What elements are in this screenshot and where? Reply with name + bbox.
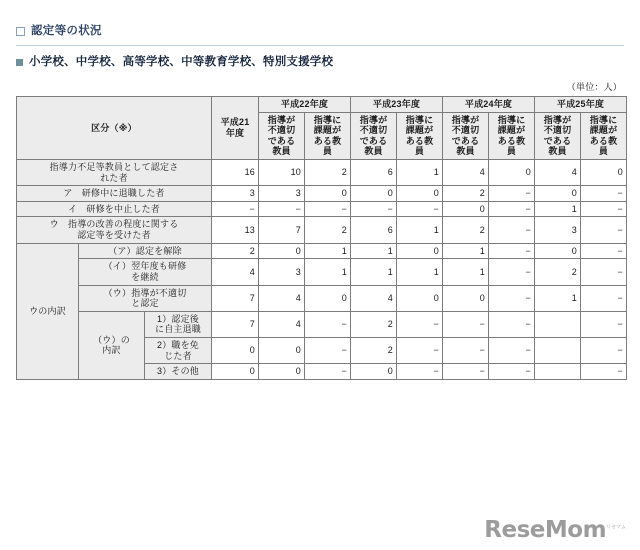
subsection-heading-label: 小学校、中学校、高等学校、中等教育学校、特別支援学校 — [29, 55, 334, 68]
header-year-h25: 平成25年度 — [535, 97, 627, 113]
data-cell — [535, 311, 581, 337]
data-cell: − — [489, 201, 535, 217]
data-cell: 0 — [212, 337, 259, 363]
data-cell: 6 — [351, 160, 397, 186]
data-cell: 2 — [305, 160, 351, 186]
data-cell: − — [443, 311, 489, 337]
data-cell: 0 — [397, 243, 443, 259]
data-cell: − — [305, 311, 351, 337]
table-row — [17, 201, 627, 217]
data-cell: − — [305, 201, 351, 217]
data-cell: 0 — [259, 364, 305, 380]
data-cell: − — [581, 217, 627, 243]
data-cell: 0 — [305, 285, 351, 311]
data-cell: 6 — [351, 217, 397, 243]
header-year-h21-line2: 年度 — [225, 128, 245, 139]
square-filled-icon — [16, 59, 23, 66]
data-cell: − — [581, 186, 627, 202]
header-subcol-h24-a: 指導が 不適切 である 教員 — [443, 112, 489, 159]
header-subcol-h24-b: 指導に 課題が ある教 員 — [489, 112, 535, 159]
data-cell: 7 — [259, 217, 305, 243]
row-group-label-u3-breakdown: （ウ）の 内訳 — [79, 311, 145, 379]
data-cell: − — [581, 259, 627, 285]
data-cell: 0 — [351, 364, 397, 380]
data-cell: 0 — [581, 160, 627, 186]
header-year-h21 — [212, 97, 259, 160]
resemom-watermark — [484, 519, 626, 542]
data-cell: − — [581, 243, 627, 259]
unit-note: （単位：人） — [566, 82, 622, 92]
data-cell: 1 — [535, 285, 581, 311]
table-row — [17, 160, 627, 186]
data-cell: − — [489, 311, 535, 337]
header-subcol-h25-b: 指導に 課題が ある教 員 — [581, 112, 627, 159]
data-cell: − — [443, 337, 489, 363]
data-cell: 2 — [443, 217, 489, 243]
data-cell: 2 — [351, 337, 397, 363]
section-heading — [0, 0, 640, 42]
table-row — [17, 285, 627, 311]
data-cell: − — [489, 285, 535, 311]
row-label: ア 研修中に退職した者 — [17, 186, 212, 202]
data-cell: − — [581, 364, 627, 380]
table-body — [17, 160, 627, 380]
data-cell: − — [397, 337, 443, 363]
row-group-label-u-breakdown: ウの内訳 — [17, 243, 79, 379]
data-cell: − — [489, 217, 535, 243]
row-label: イ 研修を中止した者 — [17, 201, 212, 217]
data-cell: 1 — [305, 243, 351, 259]
data-cell — [535, 364, 581, 380]
data-cell: − — [397, 364, 443, 380]
header-subcol-h22-b: 指導に 課題が ある教 員 — [305, 112, 351, 159]
data-cell: − — [581, 285, 627, 311]
row-label: （ア）認定を解除 — [79, 243, 212, 259]
header-year-h22: 平成22年度 — [259, 97, 351, 113]
data-cell: 4 — [259, 285, 305, 311]
data-cell: 0 — [351, 186, 397, 202]
data-cell: 2 — [305, 217, 351, 243]
data-cell: 1 — [535, 201, 581, 217]
data-cell: 2 — [443, 186, 489, 202]
data-cell: − — [305, 364, 351, 380]
data-cell: 1 — [443, 243, 489, 259]
data-cell: − — [305, 337, 351, 363]
data-cell: − — [212, 201, 259, 217]
data-cell: 1 — [397, 160, 443, 186]
square-outline-icon — [16, 27, 25, 36]
data-cell: 0 — [535, 243, 581, 259]
row-label: 1）認定後 に自主退職 — [145, 311, 212, 337]
data-cell: 13 — [212, 217, 259, 243]
header-subcol-h25-a: 指導が 不適切 である 教員 — [535, 112, 581, 159]
data-cell: − — [397, 201, 443, 217]
header-kubun: 区分（※） — [17, 97, 212, 160]
row-label: 指導力不足等教員として認定さ れた者 — [17, 160, 212, 186]
data-cell: 1 — [305, 259, 351, 285]
data-cell: 1 — [397, 259, 443, 285]
table-row — [17, 243, 627, 259]
data-cell: 1 — [351, 243, 397, 259]
data-cell: − — [581, 201, 627, 217]
subsection-heading — [0, 46, 640, 69]
watermark-text: ReseMom — [484, 517, 607, 543]
data-cell: − — [581, 337, 627, 363]
data-cell: − — [397, 311, 443, 337]
data-cell: 0 — [259, 337, 305, 363]
data-cell: − — [581, 311, 627, 337]
table-row — [17, 311, 627, 337]
data-cell: 7 — [212, 311, 259, 337]
data-cell: 0 — [443, 201, 489, 217]
data-cell: 7 — [212, 285, 259, 311]
data-cell: 3 — [259, 186, 305, 202]
data-cell: 3 — [259, 259, 305, 285]
data-cell: − — [351, 201, 397, 217]
data-cell: 0 — [397, 285, 443, 311]
data-cell: − — [489, 337, 535, 363]
data-cell: 2 — [351, 311, 397, 337]
data-cell: 4 — [443, 160, 489, 186]
data-cell — [535, 337, 581, 363]
header-subcol-h23-a: 指導が 不適切 である 教員 — [351, 112, 397, 159]
data-cell: 4 — [259, 311, 305, 337]
data-cell: 4 — [535, 160, 581, 186]
table-container — [0, 96, 640, 380]
data-cell: 0 — [212, 364, 259, 380]
table-row — [17, 217, 627, 243]
row-label: 2）職を免 じた者 — [145, 337, 212, 363]
statistics-table — [16, 96, 627, 380]
header-year-h21-line1: 平成21 — [220, 117, 250, 128]
section-heading-label: 認定等の状況 — [31, 25, 102, 37]
data-cell: 4 — [212, 259, 259, 285]
header-subcol-h23-b: 指導に 課題が ある教 員 — [397, 112, 443, 159]
row-label: ウ 指導の改善の程度に関する 認定等を受けた者 — [17, 217, 212, 243]
data-cell: − — [443, 364, 489, 380]
data-cell: 0 — [305, 186, 351, 202]
header-row-years — [17, 97, 627, 113]
row-label: 3）その他 — [145, 364, 212, 380]
data-cell: − — [489, 259, 535, 285]
data-cell: 0 — [535, 186, 581, 202]
header-subcol-h22-a: 指導が 不適切 である 教員 — [259, 112, 305, 159]
header-year-h24: 平成24年度 — [443, 97, 535, 113]
data-cell: 0 — [489, 160, 535, 186]
data-cell: 1 — [443, 259, 489, 285]
table-header — [17, 97, 627, 160]
row-label: （イ）翌年度も研修 を継続 — [79, 259, 212, 285]
table-row — [17, 259, 627, 285]
data-cell: − — [489, 364, 535, 380]
data-cell: 2 — [212, 243, 259, 259]
data-cell: − — [489, 243, 535, 259]
watermark-superscript: リセマム — [606, 524, 626, 531]
data-cell: 4 — [351, 285, 397, 311]
row-label: （ウ）指導が不適切 と認定 — [79, 285, 212, 311]
table-row — [17, 186, 627, 202]
data-cell: 0 — [259, 243, 305, 259]
data-cell: 1 — [351, 259, 397, 285]
data-cell: 0 — [397, 186, 443, 202]
data-cell: 16 — [212, 160, 259, 186]
data-cell: 1 — [397, 217, 443, 243]
data-cell: 0 — [443, 285, 489, 311]
data-cell: − — [259, 201, 305, 217]
header-year-h23: 平成23年度 — [351, 97, 443, 113]
data-cell: 3 — [212, 186, 259, 202]
data-cell: 2 — [535, 259, 581, 285]
data-cell: 10 — [259, 160, 305, 186]
data-cell: − — [489, 186, 535, 202]
data-cell: 3 — [535, 217, 581, 243]
